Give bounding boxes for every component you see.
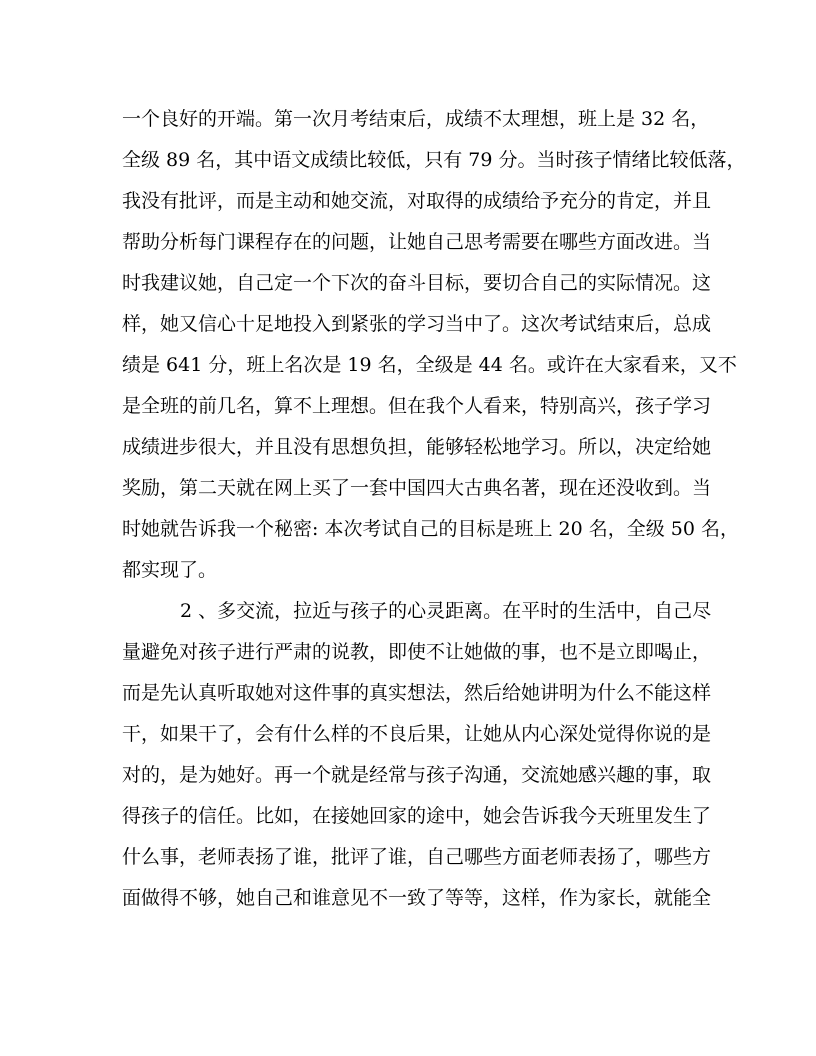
body-text-line: 成绩进步很大，并且没有思想负担，能够轻松地学习。所以，决定给她 [122,436,712,458]
body-text-line: 面做得不够，她自己和谁意见不一致了等等，这样，作为家长，就能全 [122,887,712,909]
body-text-line: 得孩子的信任。比如，在接她回家的途中，她会告诉我今天班里发生了 [122,805,712,827]
body-text-line: 时我建议她，自己定一个下次的奋斗目标，要切合自己的实际情况。这 [122,272,712,294]
body-text-line: 时她就告诉我一个秘密: 本次考试自己的目标是班上 20 名，全级 50 名， [122,518,739,540]
body-text-line: 帮助分析每门课程存在的问题，让她自己思考需要在哪些方面改进。当 [122,231,712,253]
body-text-line: 奖励，第二天就在网上买了一套中国四大古典名著，现在还没收到。当 [122,477,712,499]
body-text-line: 量避免对孩子进行严肃的说教，即使不让她做的事，也不是立即喝止， [122,641,712,663]
body-text-line: 对的，是为她好。再一个就是经常与孩子沟通，交流她感兴趣的事，取 [122,764,712,786]
body-text-line: 全级 89 名，其中语文成绩比较低，只有 79 分。当时孩子情绪比较低落， [122,149,746,171]
body-text-line: 绩是 641 分，班上名次是 19 名，全级是 44 名。或许在大家看来，又不 [122,354,737,376]
body-text-line: 一个良好的开端。第一次月考结束后，成绩不太理想，班上是 32 名， [122,108,710,130]
body-text-line: 都实现了。 [122,559,218,581]
body-text-line: 是全班的前几名，算不上理想。但在我个人看来，特别高兴，孩子学习 [122,395,712,417]
body-text-line: 我没有批评，而是主动和她交流，对取得的成绩给予充分的肯定，并且 [122,190,712,212]
body-text-line: 样，她又信心十足地投入到紧张的学习当中了。这次考试结束后，总成 [122,313,712,335]
body-text-line: 什么事，老师表扬了谁，批评了谁，自己哪些方面老师表扬了，哪些方 [122,846,712,868]
body-text-line: 干，如果干了，会有什么样的不良后果，让她从内心深处觉得你说的是 [122,723,712,745]
paragraph-start-line: 2 、多交流，拉近与孩子的心灵距离。在平时的生活中，自己尽 [180,600,712,622]
body-text-line: 而是先认真听取她对这件事的真实想法，然后给她讲明为什么不能这样 [122,682,712,704]
